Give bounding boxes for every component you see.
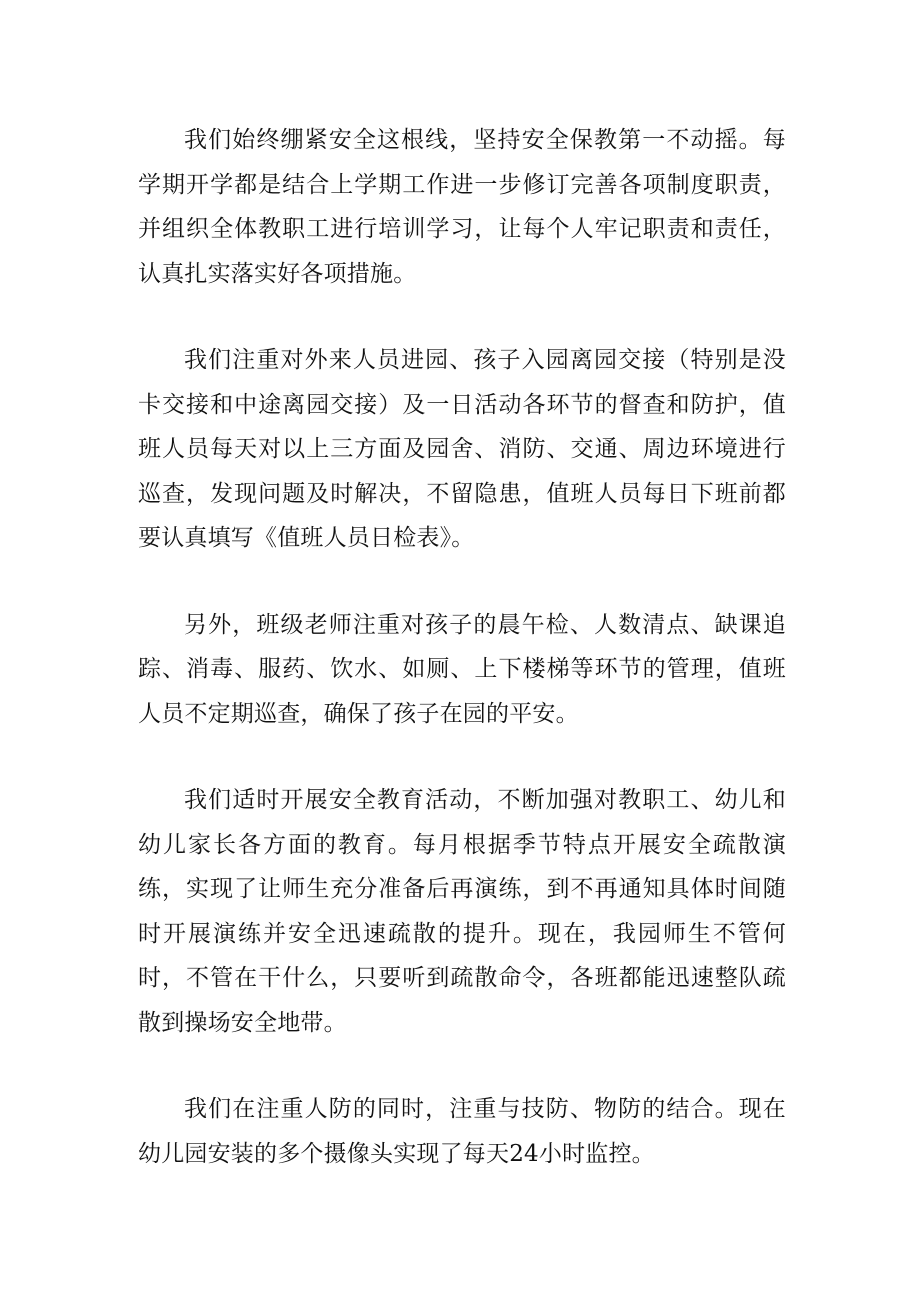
document-body [138,118,786,1176]
paragraph-duty-inspection: 我们注重对外来人员进园、孩子入园离园交接（特别是没卡交接和中途离园交接）及一日活动各环节的督查和防护，值班人员每天对以上三方面及园舍、消防、交通、周边环境进行巡查，发现问题及时解决，不留隐患，值班人员每日下班前都要认真填写《值班人员日检表》。 [138,347,786,551]
paragraph-safety-education: 我们适时开展安全教育活动，不断加强对教职工、幼儿和幼儿家长各方面的教育。每月根据季节特点开展安全疏散演练，实现了让师生充分准备后再演练，到不再通知具体时间随时开展演练并安全迅速疏散的提升。现在，我园师生不管何时，不管在干什么，只要听到疏散命令，各班都能迅速整队疏散到操场安全地带。 [138,787,786,1036]
paragraph-safety-responsibility: 我们始终绷紧安全这根线，坚持安全保教第一不动摇。每学期开学都是结合上学期工作进一步修订完善各项制度职责，并组织全体教职工进行培训学习，让每个人牢记职责和责任，认真扎实落实好各项措施。 [138,127,786,287]
paragraph-class-management: 另外，班级老师注重对孩子的晨午检、人数清点、缺课追踪、消毒、服药、饮水、如厕、上下楼梯等环节的管理，值班人员不定期巡查，确保了孩子在园的平安。 [138,611,786,727]
paragraph-monitoring: 我们在注重人防的同时，注重与技防、物防的结合。现在幼儿园安装的多个摄像头实现了每天24小时监控。 [138,1096,786,1167]
